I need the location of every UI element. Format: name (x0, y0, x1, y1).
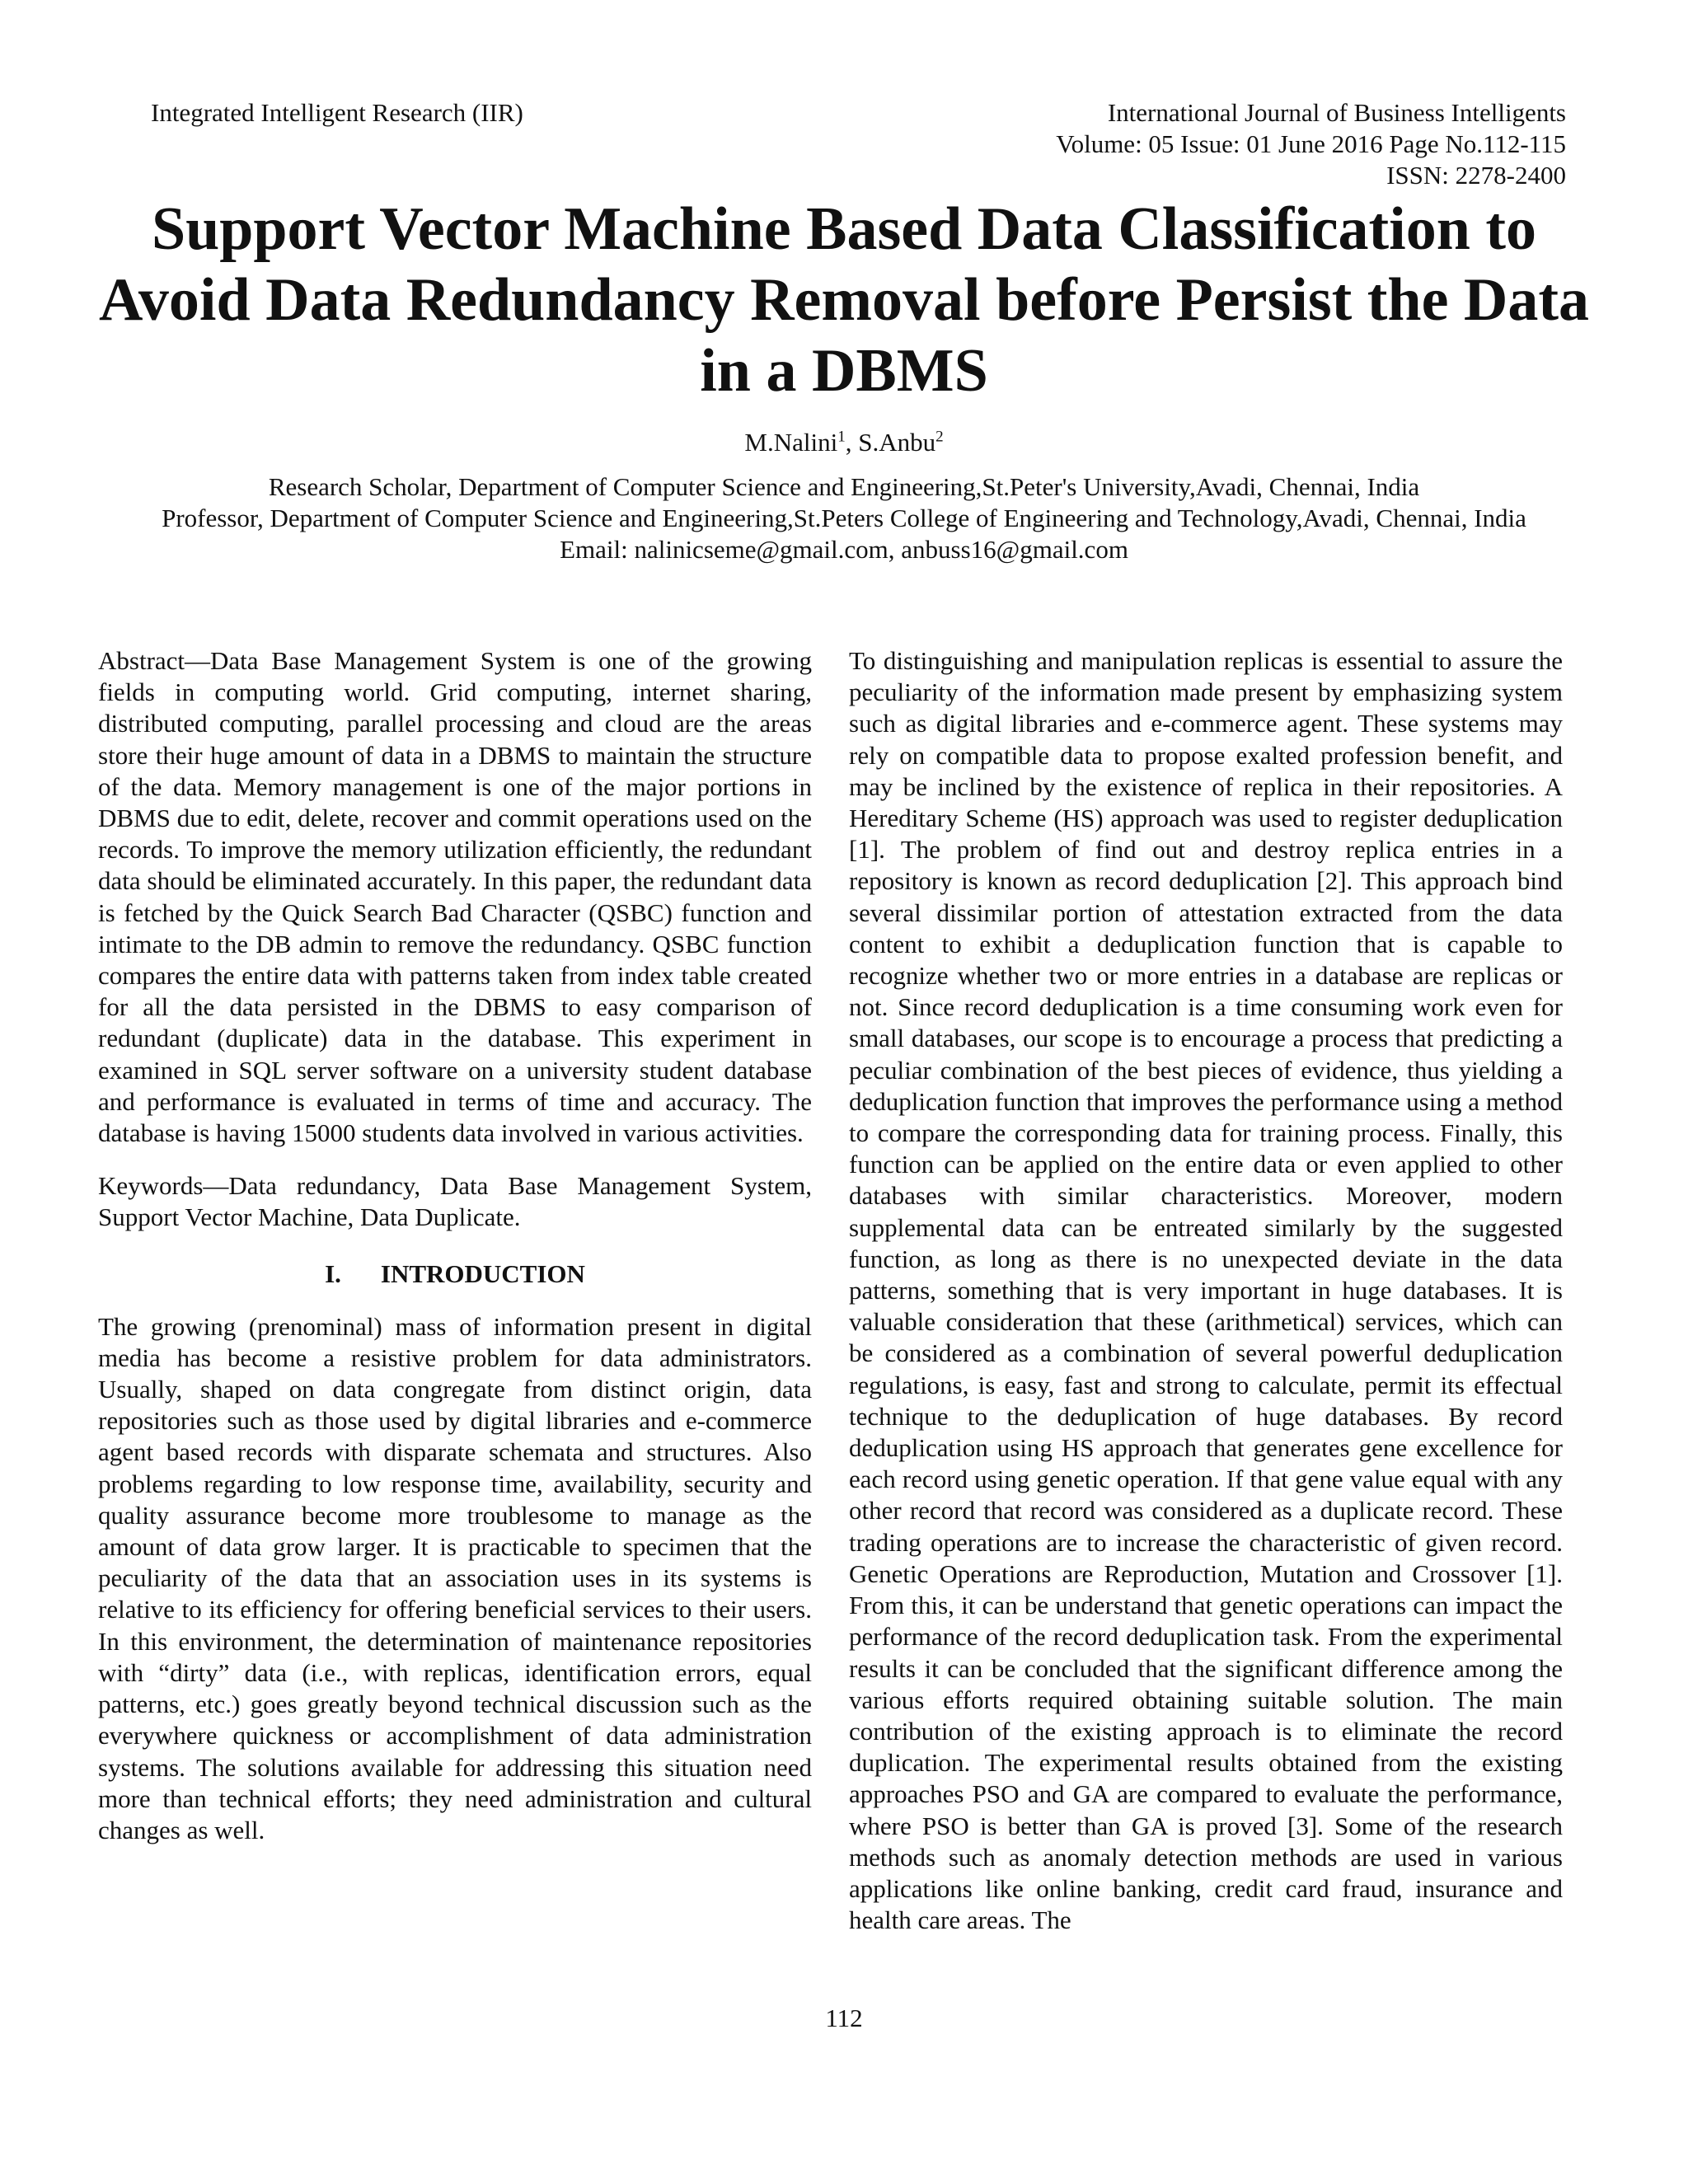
page-number: 112 (825, 2004, 863, 2032)
author-1-affil-mark: 1 (837, 428, 846, 446)
left-column (98, 645, 812, 1846)
affiliation-1: Research Scholar, Department of Computer Science and Engineering,St.Peter's University,Avadi, Chennai, India (268, 472, 1420, 501)
section-number: I. (325, 1258, 341, 1288)
section-heading-introduction (98, 1258, 812, 1290)
title-line-1: Support Vector Machine Based Data Classification to (151, 195, 1537, 263)
intro-paragraph: The growing (prenominal) mass of information present in digital media has become a resistive problem for data administrators. Usually, shaped on data congregate from distinct origin, data repositories such as those used by digital libraries and e-commerce agent based records with disparate schemata and structures. Also problems regarding to low response time, availability, security and quality assurance become more troublesome to manage as the amount of data grow larger. It is practicable to specimen that the peculiarity of the data that an association uses in its systems is relative to its efficiency for offering beneficial services to their users. In this environment, the determination of maintenance repositories with “dirty” data (i.e., with replicas, identification errors, equal patterns, etc.) goes greatly beyond technical discussion such as the everywhere quickness or accomplishment of data administration systems. The solutions available for addressing this situation need more than technical efforts; they need administration and cultural changes as well. (98, 1311, 812, 1844)
section-title: INTRODUCTION (380, 1258, 585, 1288)
author-list (0, 427, 1688, 458)
journal-publisher: Integrated Intelligent Research (IIR) (151, 98, 523, 127)
author-2-affil-mark: 2 (935, 428, 944, 446)
right-column (849, 645, 1563, 1936)
intro-continued-paragraph: To distinguishing and manipulation replicas is essential to assure the peculiarity of the information made present by emphasizing system such as digital libraries and e-commerce agent. These systems may rely on compatible data to propose exalted profession benefit, and may be inclined by the existence of replica in their repositories. A Hereditary Scheme (HS) approach was used to register deduplication [1]. The problem of find out and destroy replica entries in a repository is known as record deduplication [2]. This approach bind several dissimilar portion of attestation extracted from the data content to exhibit a deduplication function that is capable to recognize whether two or more entries in a database are replicas or not. Since record deduplication is a time consuming work even for small databases, our scope is to encourage a process that predicting a peculiar combination of the best pieces of evidence, thus yielding a deduplication function that improves the performance using a method to compare the corresponding data for training process. Finally, this function can be applied on the entire data or even applied to other databases with similar characteristics. Moreover, modern supplemental data can be entreated similarly by the suggested function, as long as there is no unexpected deviate in the data patterns, something that is very important in huge databases. It is valuable consideration that these (arithmetical) services, which can be considered as a combination of several powerful deduplication regulations, is easy, fast and strong to calculate, permit its effectual technique to the deduplication of huge databases. By record deduplication using HS approach that generates gene excellence for each record using genetic operation. If that gene value equal with any other record that record was considered as a duplicate record. These trading operations are to increase the characteristic of given record. Genetic Operations are Reproduction, Mutation and Crossover [1]. From this, it can be understand that genetic operations can impact the performance of the record deduplication task. From the experimental results it can be concluded that the significant difference among the various efforts required obtaining suitable solution. The main contribution of the existing approach is to eliminate the record duplication. The experimental results obtained from the existing approaches PSO and GA are compared to evaluate the performance, where PSO is better than GA is proved [3]. Some of the research methods such as anomaly detection methods are used in various applications like online banking, credit card fraud, insurance and health care areas. The (849, 646, 1563, 1935)
author-emails: Email: nalinicseme@gmail.com, anbuss16@gmail.com (560, 535, 1128, 564)
keywords: Keywords—Data redundancy, Data Base Management System, Support Vector Machine, Data Duplicate. (98, 1171, 812, 1232)
author-separator: , (845, 428, 859, 457)
paper-title (82, 194, 1606, 406)
author-2: S.Anbu (858, 428, 936, 457)
affiliations (66, 471, 1622, 565)
title-line-3: in a DBMS (700, 337, 988, 405)
author-1: M.Nalini (744, 428, 838, 457)
title-line-2: Avoid Data Redundancy Removal before Persist the Data (98, 266, 1590, 334)
journal-volume-issue: Volume: 05 Issue: 01 June 2016 Page No.112-115 (1056, 129, 1566, 158)
journal-name: International Journal of Business Intelligents (1107, 98, 1566, 127)
affiliation-2: Professor, Department of Computer Science and Engineering,St.Peters College of Engineering and Technology,Avadi, Chennai, India (162, 504, 1526, 532)
abstract: Abstract—Data Base Management System is one of the growing fields in computing world. Grid computing, internet sharing, distributed computing, parallel processing and cloud are the areas store their huge amount of data in a DBMS to maintain the structure of the data. Memory management is one of the major portions in DBMS due to edit, delete, recover and commit operations used on the records. To improve the memory utilization efficiently, the redundant data should be eliminated accurately. In this paper, the redundant data is fetched by the Quick Search Bad Character (QSBC) function and intimate to the DB admin to remove the redundancy. QSBC function compares the entire data with patterns taken from index table created for all the data persisted in the DBMS to easy comparison of redundant (duplicate) data in the database. This experiment in examined in SQL server software on a university student database and performance is evaluated in terms of time and accuracy. The database is having 15000 students data involved in various activities. (98, 646, 812, 1148)
journal-issn: ISSN: 2278-2400 (1386, 161, 1566, 190)
journal-info (1056, 97, 1566, 191)
